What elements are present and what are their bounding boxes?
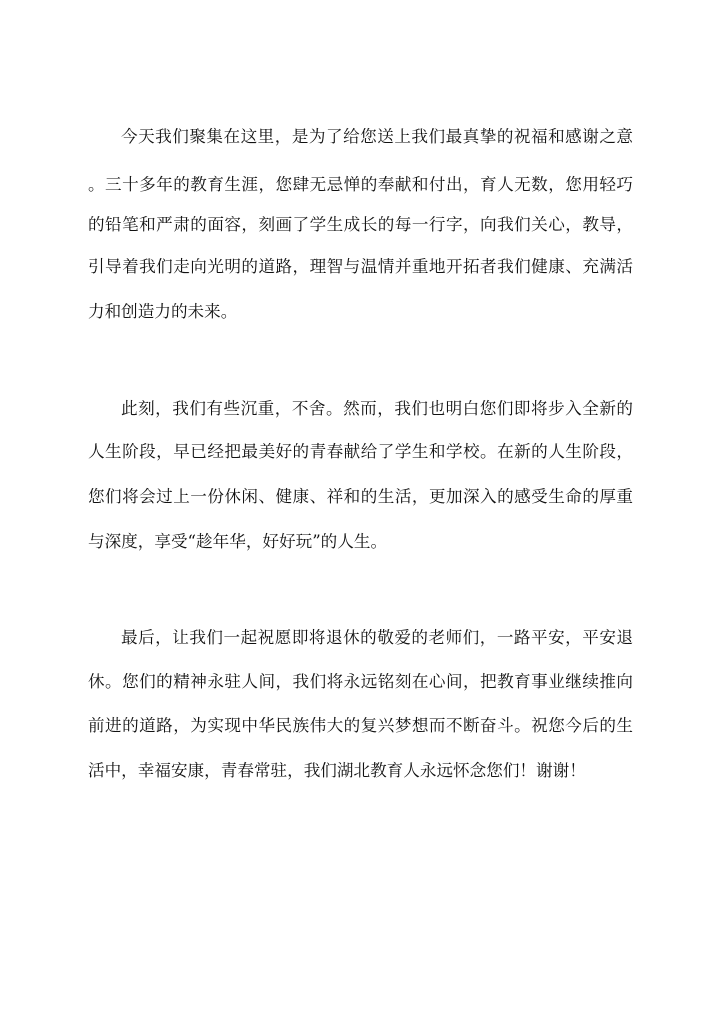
paragraph-line: 引导着我们走向光明的道路，理智与温情并重地开拓者我们健康、充满活 bbox=[88, 257, 633, 276]
paragraph-line: 活中，幸福安康，青春常驻，我们湖北教育人永远怀念您们！谢谢！ bbox=[88, 761, 586, 780]
paragraph-line: 前进的道路，为实现中华民族伟大的复兴梦想而不断奋斗。祝您今后的生 bbox=[88, 716, 633, 735]
paragraph-line: 力和创造力的未来。 bbox=[88, 302, 238, 321]
paragraph-line: 与深度，享受“趁年华，好好玩”的人生。 bbox=[88, 532, 388, 551]
paragraph-line: 的铅笔和严肃的面容，刻画了学生成长的每一行字，向我们关心，教导， bbox=[88, 215, 633, 234]
paragraph-line: 休。您们的精神永驻人间，我们将永远铭刻在心间，把教育事业继续推向 bbox=[88, 672, 633, 691]
paragraph-line: 。三十多年的教育生涯，您肆无忌惮的奉献和付出，育人无数，您用轻巧 bbox=[88, 175, 633, 194]
paragraph-line: 最后，让我们一起祝愿即将退休的敬爱的老师们，一路平安，平安退 bbox=[121, 628, 633, 647]
paragraph-line: 今天我们聚集在这里，是为了给您送上我们最真挚的祝福和感谢之意 bbox=[121, 127, 633, 146]
paragraph-line: 此刻，我们有些沉重，不舍。然而，我们也明白您们即将步入全新的 bbox=[121, 399, 633, 418]
paragraph-line: 您们将会过上一份休闲、健康、祥和的生活，更加深入的感受生命的厚重 bbox=[88, 487, 633, 506]
paragraph-line: 人生阶段，早已经把最美好的青春献给了学生和学校。在新的人生阶段， bbox=[88, 442, 633, 461]
